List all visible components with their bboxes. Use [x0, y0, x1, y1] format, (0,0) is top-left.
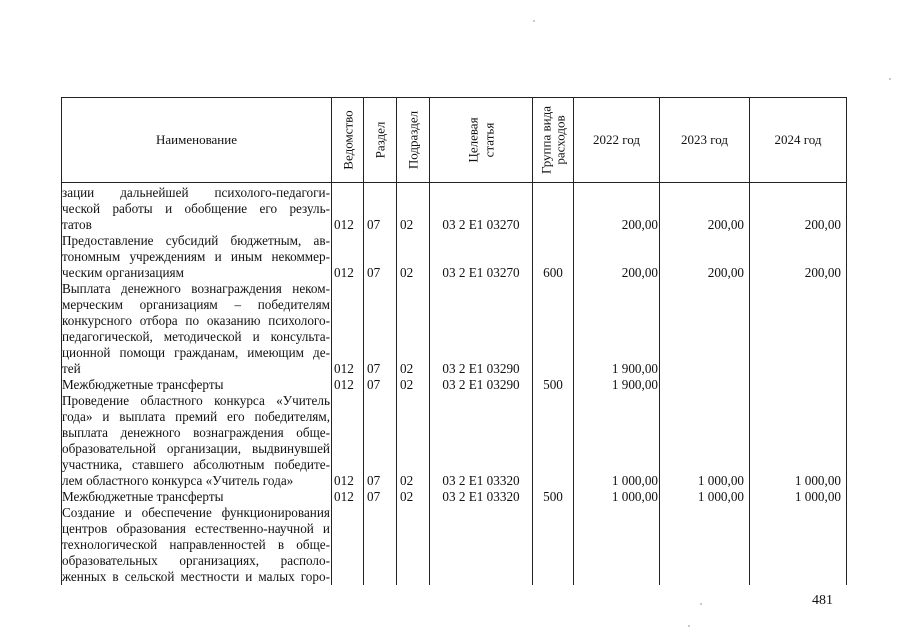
cell-gruppa: 500 [543, 489, 563, 504]
cell-2024: 1 000,00 [794, 473, 841, 488]
name-line: ческой работы и обобщение его резуль- [62, 201, 330, 216]
name-line: женных в сельской местности и малых горо- [62, 569, 330, 584]
table-row [61, 377, 847, 393]
name-line: конкурсного отбора по оказанию психолого- [62, 313, 330, 328]
name-line: Межбюджетные трансферты [62, 377, 224, 392]
name-line: образовательной организации, выдвинувшей [62, 441, 330, 456]
header-gruppa-line1: Группа вида [538, 106, 554, 174]
cell-podrazdel: 02 [400, 361, 414, 376]
name-line: зации дальнейшей психолого-педагоги- [62, 185, 330, 200]
header-gruppa-line2: расходов [552, 115, 568, 165]
cell-podrazdel: 02 [400, 265, 414, 280]
header-celevaya-line1: Целевая [465, 117, 481, 163]
cell-razdel: 07 [367, 489, 381, 504]
header-gruppa-vida-rashodov [533, 98, 573, 182]
cell-podrazdel: 02 [400, 217, 414, 232]
table-row [61, 265, 847, 281]
cell-vedomstvo: 012 [334, 217, 354, 232]
header-vedomstvo [332, 98, 363, 182]
cell-2024 [751, 377, 841, 393]
scan-speck [533, 20, 535, 22]
cell-celevaya-statya: 03 2 E1 03290 [442, 377, 520, 392]
scan-speck [700, 603, 702, 605]
page-number: 481 [812, 593, 833, 608]
cell-celevaya-statya: 03 2 E1 03290 [442, 361, 520, 376]
name-line: Выплата денежного вознаграждения неком- [62, 281, 330, 296]
cell-2022: 200,00 [621, 265, 658, 280]
table-row [61, 473, 847, 489]
name-line: выплата денежного вознаграждения обще- [62, 425, 330, 440]
header-bottom-border [61, 182, 847, 183]
name-line: Предоставление субсидий бюджетным, ав- [62, 233, 330, 248]
budget-table [61, 97, 847, 585]
header-2022: 2022 год [593, 132, 640, 147]
header-celevaya-line2: статья [481, 122, 497, 158]
cell-2024: 200,00 [804, 265, 841, 280]
cell-razdel: 07 [367, 361, 381, 376]
cell-vedomstvo: 012 [334, 473, 354, 488]
name-line: технологической направленностей в обще- [62, 537, 330, 552]
cell-podrazdel: 02 [400, 473, 414, 488]
cell-podrazdel: 02 [400, 377, 414, 392]
cell-2023 [660, 377, 744, 393]
header-razdel [364, 98, 396, 182]
table-row [61, 217, 847, 233]
cell-2024: 1 000,00 [794, 489, 841, 504]
cell-2024: 200,00 [804, 217, 841, 232]
header-podrazdel [397, 98, 429, 182]
scan-speck [688, 625, 690, 627]
table-row [61, 361, 847, 377]
cell-2023: 1 000,00 [697, 489, 744, 504]
header-celevaya-statya [430, 98, 532, 182]
cell-celevaya-statya: 03 2 E1 03320 [442, 489, 520, 504]
cell-gruppa [533, 361, 573, 377]
cell-2023: 200,00 [707, 265, 744, 280]
cell-vedomstvo: 012 [334, 361, 354, 376]
name-line: ческим организациям [62, 265, 184, 280]
cell-2023: 200,00 [707, 217, 744, 232]
name-line: Создание и обеспечение функционирования [62, 505, 330, 520]
scan-speck [889, 78, 891, 80]
cell-razdel: 07 [367, 377, 381, 392]
header-vedomstvo-label: Ведомство [340, 110, 355, 170]
table-row [61, 489, 847, 505]
name-line: года» и выплата премий его победителям, [62, 409, 330, 424]
cell-2022: 200,00 [621, 217, 658, 232]
cell-vedomstvo: 012 [334, 377, 354, 392]
cell-2022: 1 000,00 [611, 473, 658, 488]
cell-2022: 1 000,00 [611, 489, 658, 504]
name-line: Проведение областного конкурса «Учитель [62, 393, 330, 408]
cell-2022: 1 900,00 [611, 361, 658, 376]
name-line: образовательных организациях, располо- [62, 553, 330, 568]
cell-podrazdel: 02 [400, 489, 414, 504]
header-podrazdel-label: Подраздел [405, 110, 421, 170]
cell-razdel: 07 [367, 473, 381, 488]
table-right-border [846, 97, 847, 585]
cell-vedomstvo: 012 [334, 265, 354, 280]
name-line: лем областного конкурса «Учитель года» [62, 473, 294, 488]
name-line: татов [62, 217, 92, 232]
name-line: ционной помощи гражданам, имеющим де- [62, 345, 330, 360]
cell-gruppa [533, 473, 573, 489]
name-line: тей [62, 361, 81, 376]
cell-razdel: 07 [367, 217, 381, 232]
header-name: Наименование [156, 132, 237, 147]
cell-gruppa [533, 217, 573, 233]
cell-2022: 1 900,00 [611, 377, 658, 392]
cell-2023: 1 000,00 [697, 473, 744, 488]
header-2024: 2024 год [774, 132, 822, 147]
name-line: участника, ставшего абсолютным победите- [62, 457, 330, 472]
cell-gruppa: 500 [543, 377, 563, 392]
cell-vedomstvo: 012 [334, 489, 354, 504]
cell-gruppa: 600 [543, 265, 563, 280]
header-razdel-label: Раздел [372, 121, 388, 159]
header-2023: 2023 год [681, 132, 728, 147]
cell-celevaya-statya: 03 2 E1 03320 [442, 473, 520, 488]
name-line: мерческим организациям – победителям [62, 297, 330, 312]
cell-celevaya-statya: 03 2 E1 03270 [442, 265, 520, 280]
name-line: Межбюджетные трансферты [62, 489, 224, 504]
cell-razdel: 07 [367, 265, 381, 280]
cell-celevaya-statya: 03 2 E1 03270 [442, 217, 520, 232]
name-line: педагогической, методической и консульта- [62, 329, 330, 344]
name-line: тономным учреждениям и иным некоммер- [62, 249, 330, 264]
cell-2024 [751, 361, 841, 377]
name-line: центров образования естественно-научной и [62, 521, 330, 536]
cell-2023 [660, 361, 744, 377]
